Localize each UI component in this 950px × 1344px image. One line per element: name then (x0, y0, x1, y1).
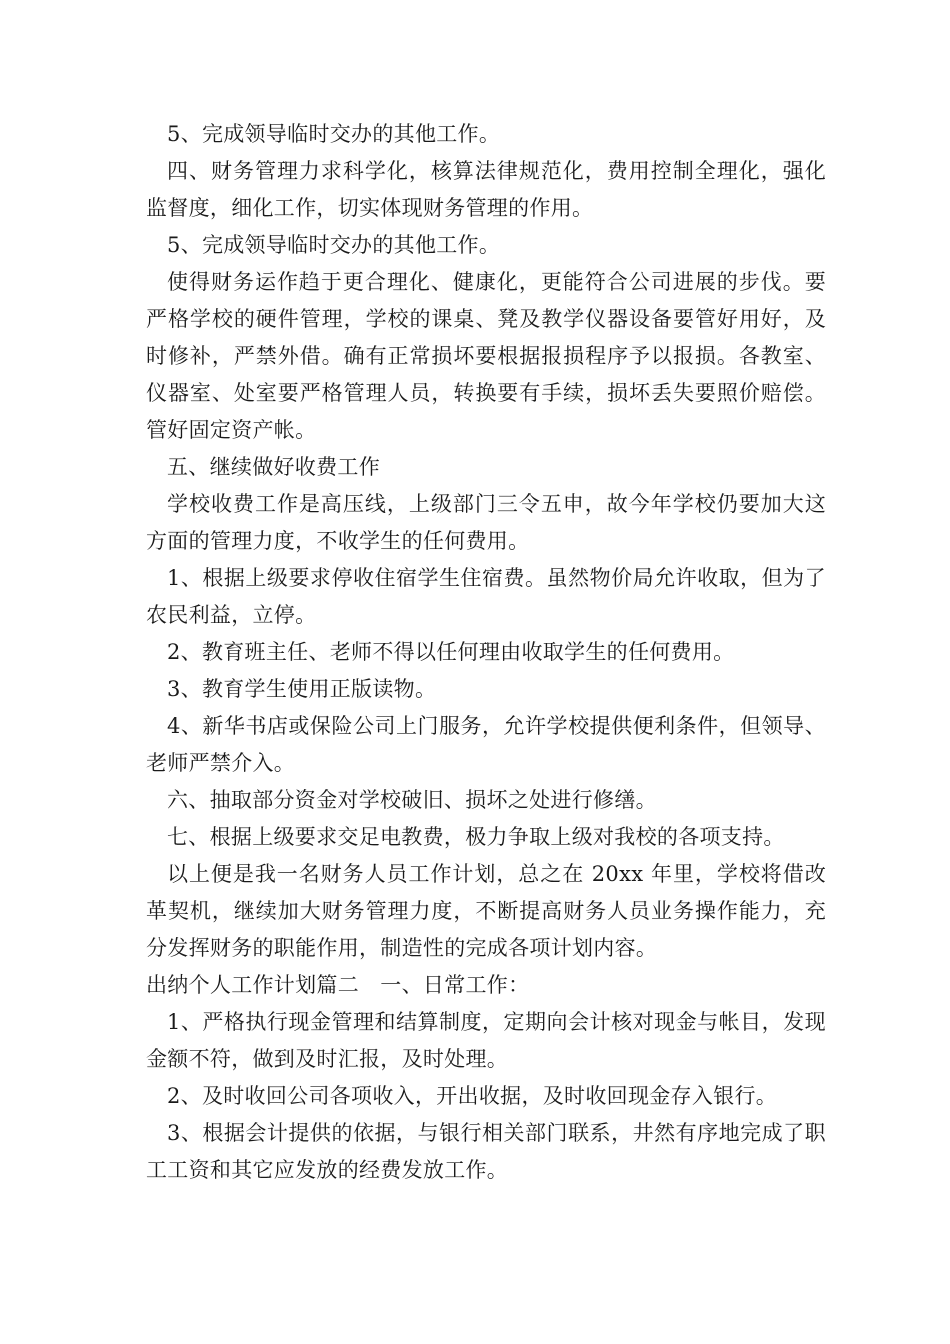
paragraph-2: 四、财务管理力求科学化，核算法律规范化，费用控制全理化，强化监督度，细化工作，切实体现财务管理的作用。 (146, 159, 826, 220)
paragraph-13: 以上便是我一名财务人员工作计划，总之在 20xx 年里，学校将借改革契机，继续加大财务管理力度，不断提高财务人员业务操作能力，充分发挥财务的职能作用，制造性的完成各项计划内容。 (146, 862, 826, 960)
paragraph-12: 七、根据上级要求交足电教费，极力争取上级对我校的各项支持。 (167, 825, 785, 849)
document-body (146, 116, 826, 1189)
paragraph-10: 4、新华书店或保险公司上门服务，允许学校提供便利条件，但领导、老师严禁介入。 (146, 714, 826, 775)
section-heading: 出纳个人工作计划篇二 一、日常工作： (146, 973, 530, 997)
paragraph-15: 1、严格执行现金管理和结算制度，定期向会计核对现金与帐目，发现金额不符，做到及时汇报，及时处理。 (146, 1010, 826, 1071)
paragraph-7: 1、根据上级要求停收住宿学生住宿费。虽然物价局允许收取，但为了农民利益，立停。 (146, 566, 826, 627)
paragraph-1: 5、完成领导临时交办的其他工作。 (167, 122, 501, 146)
paragraph-17: 3、根据会计提供的依据，与银行相关部门联系，井然有序地完成了职工工资和其它应发放的经费发放工作。 (146, 1121, 826, 1182)
paragraph-6: 学校收费工作是高压线，上级部门三令五申，故今年学校仍要加大这方面的管理力度，不收学生的任何费用。 (146, 492, 826, 553)
paragraph-5: 五、继续做好收费工作 (167, 455, 380, 479)
paragraph-9: 3、教育学生使用正版读物。 (167, 677, 437, 701)
paragraph-11: 六、抽取部分资金对学校破旧、损坏之处进行修缮。 (167, 788, 657, 812)
paragraph-3: 5、完成领导临时交办的其他工作。 (167, 233, 501, 257)
paragraph-4: 使得财务运作趋于更合理化、健康化，更能符合公司进展的步伐。要严格学校的硬件管理，学校的课桌、凳及教学仪器设备要管好用好，及时修补，严禁外借。确有正常损坏要根据报损程序予以报损。各教室、仪器室、处室要严格管理人员，转换要有手续，损坏丢失要照价赔偿。管好固定资产帐。 (146, 270, 826, 442)
paragraph-16: 2、及时收回公司各项收入，开出收据，及时收回现金存入银行。 (167, 1084, 778, 1108)
paragraph-8: 2、教育班主任、老师不得以任何理由收取学生的任何费用。 (167, 640, 735, 664)
